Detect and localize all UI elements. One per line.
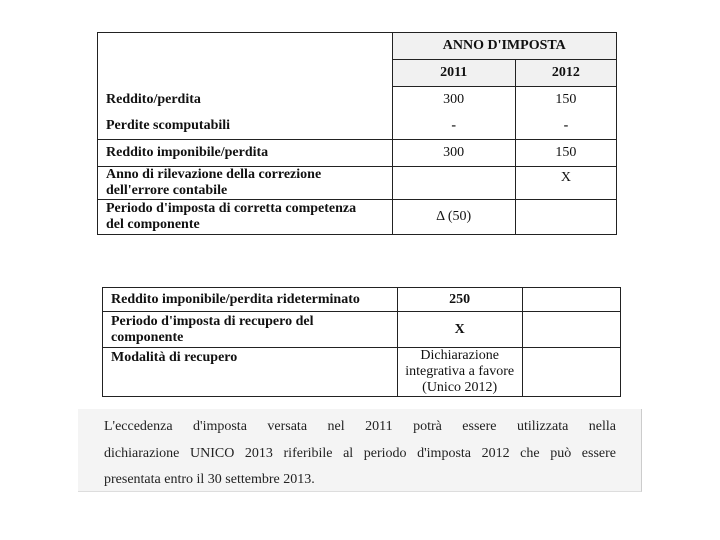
row-label-anno-rilevazione — [98, 167, 393, 200]
modalita-recupero-extra — [522, 348, 620, 397]
row-label-modalita-recupero: Modalità di recupero — [103, 348, 398, 397]
periodo-competenza-2012 — [515, 200, 616, 235]
year-2012-header: 2012 — [515, 60, 616, 87]
row-label-reddito-perdita: Reddito/perdita — [98, 87, 393, 113]
periodo-recupero-extra — [522, 312, 620, 348]
periodo-recupero-line-2: componente — [111, 329, 184, 345]
periodo-recupero-value: X — [397, 312, 522, 348]
note-line-3: presentata entro il 30 settembre 2013. — [104, 472, 315, 487]
reddito-imponibile-2011: 300 — [392, 140, 515, 167]
periodo-competenza-2011: Δ (50) — [392, 200, 515, 235]
reddito-rideterminato-value: 250 — [397, 288, 522, 312]
row-label-periodo-recupero — [103, 312, 398, 348]
row-label-reddito-imponibile: Reddito imponibile/perdita — [98, 140, 393, 167]
periodo-recupero-line-1: Periodo d'imposta di recupero del — [111, 313, 314, 329]
anno-rilevazione-line-1: Anno di rilevazione della correzione — [106, 167, 322, 182]
modalita-recupero-line-2: integrativa a favore — [405, 364, 515, 379]
modalita-recupero-line-1: Dichiarazione — [420, 348, 499, 363]
row-label-periodo-competenza — [98, 200, 393, 235]
anno-rilevazione-2011 — [392, 167, 515, 200]
row-label-perdite-scomputabili: Perdite scomputabili — [98, 113, 393, 140]
tax-year-table — [97, 32, 617, 235]
blank-header-cell — [98, 33, 393, 87]
anno-rilevazione-line-2: dell'errore contabile — [106, 183, 228, 198]
note-line-2: dichiarazione UNICO 2013 riferibile al periodo d'imposta 2012 che può essere — [104, 446, 616, 461]
periodo-competenza-line-2: del componente — [106, 217, 200, 232]
reddito-imponibile-2012: 150 — [515, 140, 616, 167]
anno-rilevazione-2012: X — [515, 167, 616, 200]
year-2011-header: 2011 — [392, 60, 515, 87]
perdite-scomputabili-2012: - — [515, 113, 616, 140]
reddito-perdita-2011: 300 — [392, 87, 515, 113]
recovery-table — [102, 287, 621, 397]
perdite-scomputabili-2011: - — [392, 113, 515, 140]
reddito-perdita-2012: 150 — [515, 87, 616, 113]
anno-imposta-header: ANNO D'IMPOSTA — [392, 33, 616, 60]
note-line-1: L'eccedenza d'imposta versata nel 2011 potrà essere utilizzata nella — [104, 419, 616, 434]
modalita-recupero-line-3: (Unico 2012) — [422, 380, 498, 395]
reddito-rideterminato-extra — [522, 288, 620, 312]
row-label-reddito-rideterminato: Reddito imponibile/perdita rideterminato — [103, 288, 398, 312]
periodo-competenza-line-1: Periodo d'imposta di corretta competenza — [106, 201, 357, 216]
modalita-recupero-value — [397, 348, 522, 397]
